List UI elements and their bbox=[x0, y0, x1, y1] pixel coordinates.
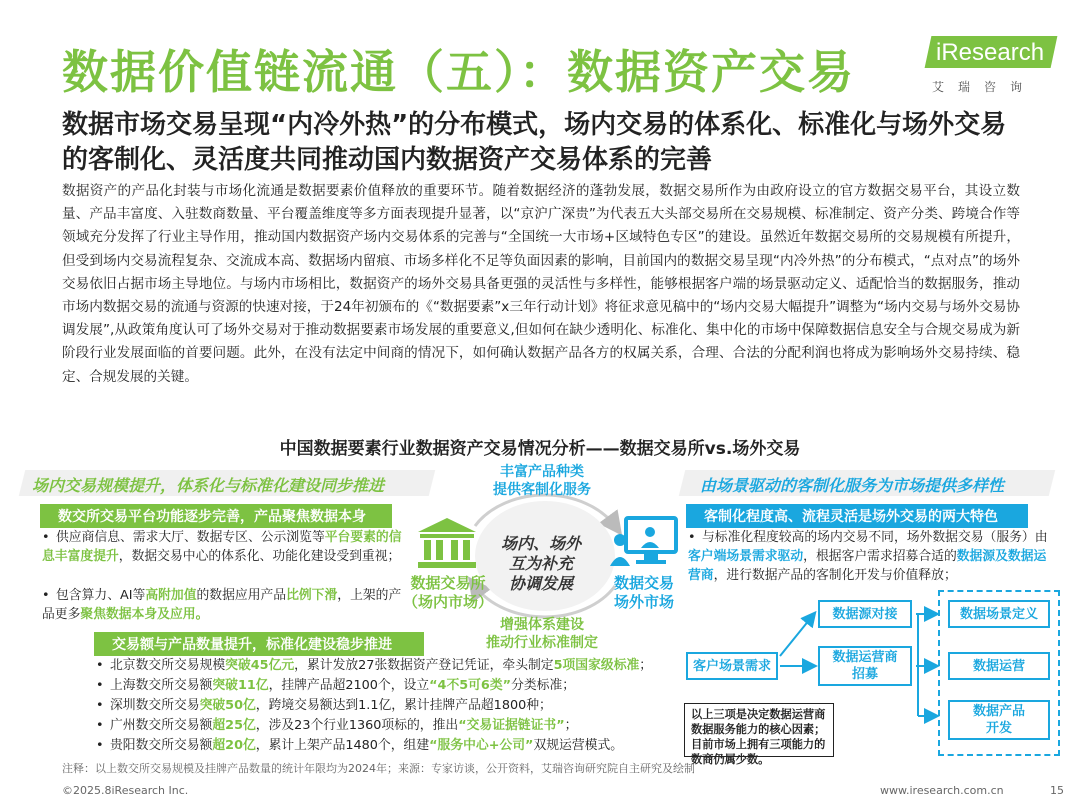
right-banner: 由场景驱动的客制化服务为市场提供多样性 bbox=[700, 476, 1005, 495]
left-item-1: • 北京数交所交易规模突破45亿元，累计发放27张数据资产登记凭证，牵头制定5项国家级标准； bbox=[96, 658, 653, 673]
center-mid-label: 场内、场外 互为补充 协调发展 bbox=[500, 534, 581, 593]
left-bullet-2: • 包含算力、AI等高附加值的数据应用产品比例下滑，上架的产品更多聚焦数据本身及应用。 bbox=[42, 588, 402, 622]
left-banner: 场内交易规模提升，体系化与标准化建设同步推进 bbox=[32, 476, 385, 495]
page-number: 15 bbox=[1050, 784, 1064, 797]
capability-note: 以上三项是决定数据运营商数据服务能力的核心因素；目前市场上拥有三项能力的数商仍属少数。 bbox=[684, 703, 834, 757]
logo-text: iResearch bbox=[936, 39, 1045, 66]
page-subtitle: 数据市场交易呈现“内冷外热”的分布模式，场内交易的体系化、标准化与场外交易的客制化、灵活度共同推动国内数据资产交易体系的完善 bbox=[62, 110, 1007, 175]
right-bullet-1: • 与标准化程度较高的场内交易不同，场外数据交易（服务）由客户端场景需求驱动，根据客户需求招募合适的数据源及数据运营商，进行数据产品的客制化开发与价值释放； bbox=[688, 530, 1048, 583]
page-title: 数据价值链流通（五）：数据资产交易 bbox=[62, 45, 855, 99]
figure-title: 中国数据要素行业数据资产交易情况分析——数据交易所vs.场外交易 bbox=[279, 439, 801, 459]
left-item-2: • 上海数交所交易额突破11亿，挂牌产品超2100个，设立“4不5可6类”分类标准； bbox=[96, 678, 576, 693]
left-item-3: • 深圳数交所交易突破50亿，跨境交易额达到1.1亿，累计挂牌产品超1800种； bbox=[96, 698, 552, 713]
left-bullet-1: • 供应商信息、需求大厅、数据专区、公示浏览等平台要素的信息丰富度提升，数据交易中心的体系化、功能化建设受到重视； bbox=[42, 530, 402, 564]
left-item-4: • 广州数交所交易额超25亿，涉及23个行业1360项标的，推出“交易证据链证书”； bbox=[96, 718, 578, 733]
flow-data-operator: 数据运营商 招募 bbox=[818, 646, 912, 686]
center-top-label: 丰富产品种类 提供客制化服务 bbox=[493, 464, 591, 498]
left-icon-label: 数据交易所 （场内市场） bbox=[402, 574, 493, 611]
center-bottom-label: 增强体系建设 推动行业标准制定 bbox=[486, 617, 598, 651]
flow-scene-definition: 数据场景定义 bbox=[948, 600, 1050, 628]
left-section-bar-1: 数交所交易平台功能逐步完善，产品聚焦数据本身 bbox=[40, 504, 392, 528]
website-url: www.iresearch.com.cn bbox=[880, 784, 1004, 797]
computer-users-icon bbox=[610, 516, 678, 570]
iresearch-logo bbox=[928, 28, 1058, 98]
flow-product-development: 数据产品 开发 bbox=[948, 700, 1050, 740]
flow-data-operations: 数据运营 bbox=[948, 652, 1050, 680]
right-icon-label: 数据交易 场外市场 bbox=[613, 574, 674, 611]
flow-customer-demand: 客户场景需求 bbox=[686, 652, 778, 680]
left-section-bar-2: 交易额与产品数量提升，标准化建设稳步推进 bbox=[94, 632, 424, 656]
bank-icon bbox=[416, 516, 478, 570]
body-paragraph: 数据资产的产品化封装与市场化流通是数据要素价值释放的重要环节。随着数据经济的蓬勃发展，数据交易所作为由政府设立的官方数据交易平台，其设立数量、产品丰富度、入驻数商数量、平台覆盖维度等多方面表现提升显著，以“京沪广深贵”为代表五大头部交易所在交易规模、标准制定、资产分类、跨境合作等领域充分发挥了行业主导作用，推动国内数据资产场内交易体系的完善与“全国统一大市场+区域特色专区”的建设。虽然近年数据交易所的交易规模有所提升，但受到场内交易流程复杂、交流成本高、数据场内留痕、市场多样化不足等负面因素的影响，目前国内的数据交易呈现“内冷外热”的分布模式，“点对点”的场外交易依旧占据市场主导地位。与场内市场相比，数据资产的场外交易具备更强的灵活性与多样性，能够根据客户端的场景驱动定义、适配恰当的数据服务，推动市场内数据交易的流通与资源的快速对接，于24年初颁布的《“数据要素”x三年行动计划》将征求意见稿中的“场内交易大幅提升”调整为“场内交易与场外交易协调发展”,从政策角度认可了场外交易对于推动数据要素市场发展的重要意义,但如何在缺少透明化、标准化、集中化的市场中保障数据信息安全与合规交易成为新阶段行业发展面临的首要问题。此外，在没有法定中间商的情况下，如何确认数据产品各方的权属关系，合理、合法的分配利润也将成为影响场外交易持续、稳定、合规发展的关键。 bbox=[62, 183, 1020, 385]
logo-subtext: 艾瑞咨询 bbox=[932, 80, 1037, 94]
right-section-bar-1: 客制化程度高、流程灵活是场外交易的两大特色 bbox=[686, 504, 1028, 528]
left-item-5: • 贵阳数交所交易额超20亿，累计上架产品1480个，组建“服务中心+公司”双规运营模式。 bbox=[96, 738, 624, 753]
copyright: ©2025.8iResearch Inc. bbox=[62, 784, 189, 797]
footnote: 注释：以上数交所交易规模及挂牌产品数量的统计年限均为2024年；来源：专家访谈，公开资料，艾瑞咨询研究院自主研究及绘制 bbox=[62, 762, 695, 775]
flow-data-source: 数据源对接 bbox=[818, 600, 912, 628]
